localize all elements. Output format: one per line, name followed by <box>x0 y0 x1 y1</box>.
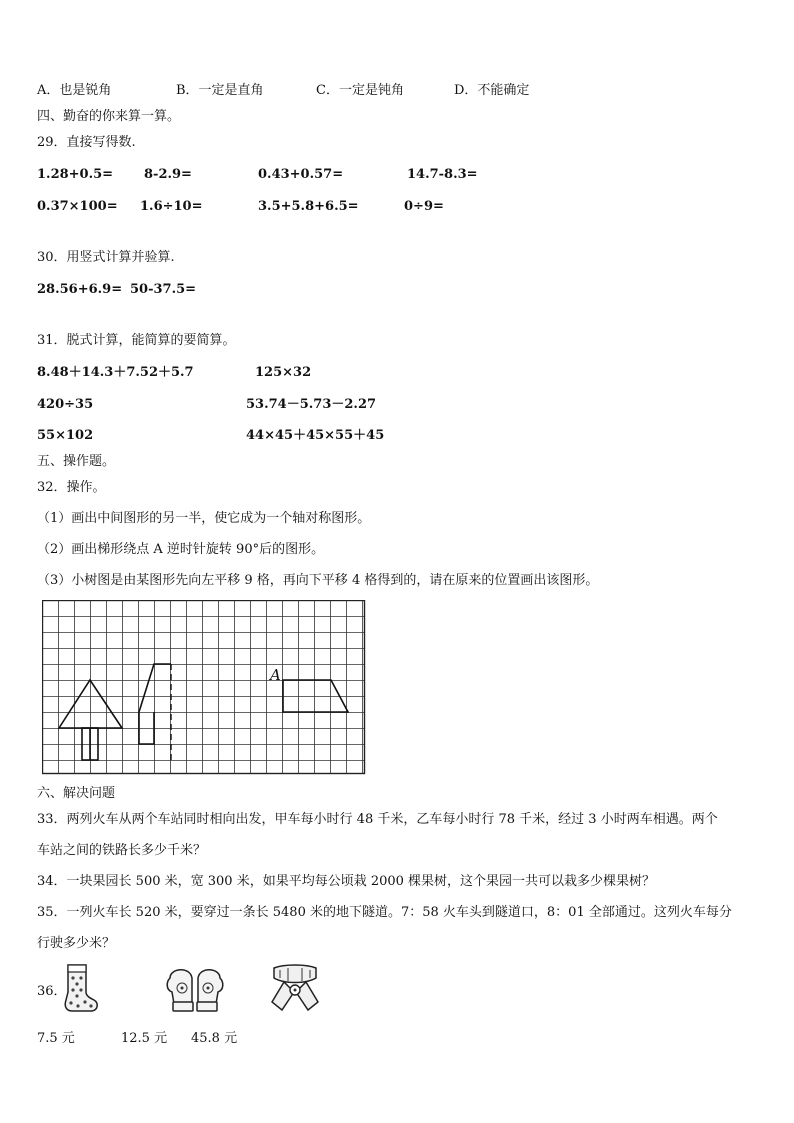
q31-expr: 53.74－5.73－2.27 <box>246 397 377 412</box>
q29-expr: 14.7-8.3= <box>407 167 478 182</box>
q30-expr: 50-37.5= <box>130 282 197 297</box>
q29-expr: 0÷9= <box>404 199 444 214</box>
q30-expr: 28.56+6.9= <box>37 282 123 297</box>
q35-line1: 35．一列火车长 520 米，要穿过一条长 5480 米的地下隧道。7：58 火车头到隧道口，8：01 全部通过。这列火车每分 <box>37 905 732 920</box>
q31-expr: 125×32 <box>255 365 312 380</box>
trapezoid-figure <box>283 680 348 712</box>
grid-lines <box>43 601 365 774</box>
q31-expr: 55×102 <box>37 428 94 443</box>
q32-title: 32．操作。 <box>37 480 106 495</box>
q29-expr: 0.43+0.57= <box>258 167 344 182</box>
q32-sub3: （3）小树图是由某图形先向左平移 9 格，再向下平移 4 格得到的，请在原来的位置画出该图形。 <box>37 573 599 588</box>
q31-expr: 44×45＋45×55＋45 <box>246 428 385 443</box>
q29-expr: 1.6÷10= <box>140 199 203 214</box>
q32-sub2: （2）画出梯形绕点 A 逆时针旋转 90°后的图形。 <box>37 542 325 557</box>
section-6-title: 六、解决问题 <box>37 786 116 801</box>
q33-line1: 33．两列火车从两个车站同时相向出发，甲车每小时行 48 千米，乙车每小时行 78 千米，经过 3 小时两车相遇。两个 <box>37 812 718 827</box>
section-4-title: 四、勤奋的你来算一算。 <box>37 109 181 124</box>
mittens-icon <box>164 964 226 1014</box>
q32-sub1: （1）画出中间图形的另一半，使它成为一个轴对称图形。 <box>37 511 371 526</box>
price-label: 7.5 元 <box>37 1031 75 1046</box>
q31-expr: 420÷35 <box>37 397 94 412</box>
q36-number: 36． <box>37 984 67 999</box>
drawing-grid[interactable] <box>42 600 368 776</box>
price-label: 12.5 元 <box>121 1031 168 1046</box>
option-b: B．一定是直角 <box>176 83 264 98</box>
option-a: A．也是锐角 <box>37 83 112 98</box>
price-label: 45.8 元 <box>191 1031 238 1046</box>
scarf-icon <box>268 962 322 1014</box>
q29-expr: 0.37×100= <box>37 199 118 214</box>
section-5-title: 五、操作题。 <box>37 454 116 469</box>
q33-line2: 车站之间的铁路长多少千米？ <box>37 843 207 858</box>
sock-icon <box>58 962 100 1014</box>
q29-expr: 1.28+0.5= <box>37 167 114 182</box>
option-c: C．一定是钝角 <box>316 83 404 98</box>
q31-expr: 8.48＋14.3＋7.52＋5.7 <box>37 365 194 380</box>
q35-line2: 行驶多少米？ <box>37 936 116 951</box>
option-d: D．不能确定 <box>454 83 530 98</box>
point-a-label: A <box>270 666 281 684</box>
q29-title: 29．直接写得数. <box>37 135 136 150</box>
q31-title: 31．脱式计算，能简算的要简算。 <box>37 333 236 348</box>
q29-expr: 3.5+5.8+6.5= <box>258 199 359 214</box>
q30-title: 30．用竖式计算并验算. <box>37 250 175 265</box>
half-figure <box>139 664 171 760</box>
q34-text: 34．一块果园长 500 米，宽 300 米，如果平均每公顷栽 2000 棵果树，这个果园一共可以栽多少棵果树？ <box>37 874 656 889</box>
q29-expr: 8-2.9= <box>144 167 192 182</box>
